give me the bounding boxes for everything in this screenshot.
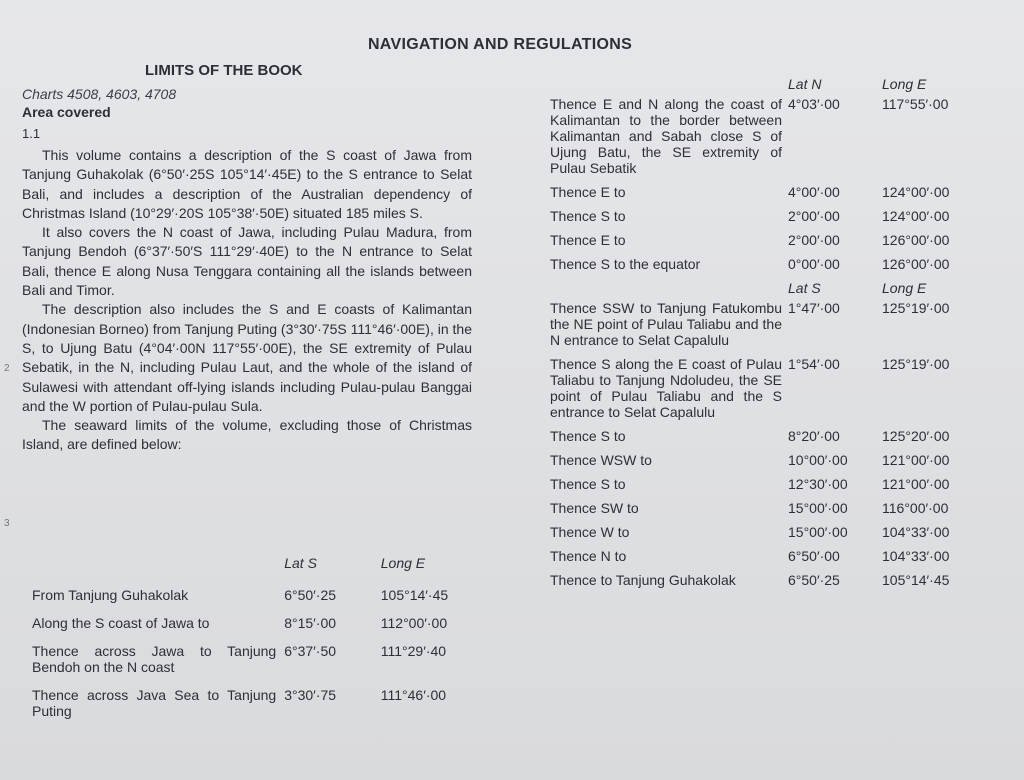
row-long: 124°00′·00 xyxy=(882,184,950,200)
row-lat: 15°00′·00 xyxy=(788,524,848,540)
row-lat: 4°03′·00 xyxy=(788,96,840,112)
paragraph: The seaward limits of the volume, excluding those of Christmas Island, are defined below: xyxy=(22,417,472,453)
header-lat: Lat S xyxy=(788,280,821,296)
row-lat: 2°00′·00 xyxy=(788,208,840,224)
paragraph-number: 1.1 xyxy=(22,126,41,141)
row-long: 125°19′·00 xyxy=(882,300,950,316)
row-long: 121°00′·00 xyxy=(882,452,950,468)
row-description: Thence to Tanjung Guhakolak xyxy=(550,572,736,588)
table-row xyxy=(550,300,970,356)
row-description: Thence S to xyxy=(550,428,626,444)
margin-number: 2 xyxy=(4,363,10,374)
row-lat: 15°00′·00 xyxy=(788,500,848,516)
row-long: 126°00′·00 xyxy=(882,256,950,272)
page-title: NAVIGATION AND REGULATIONS xyxy=(367,36,633,53)
row-long: 111°29′·40 xyxy=(380,643,447,659)
row-lat: 6°50′·00 xyxy=(788,548,840,564)
row-long: 111°46′·00 xyxy=(380,687,447,703)
table-header xyxy=(32,555,472,581)
header-lat: Lat N xyxy=(788,76,822,92)
row-description: From Tanjung Guhakolak xyxy=(32,587,189,603)
row-long: 112°00′·00 xyxy=(380,615,448,631)
row-long: 104°33′·00 xyxy=(882,548,950,564)
table-row xyxy=(550,184,970,208)
area-heading: Area covered xyxy=(22,104,111,120)
row-long: 104°33′·00 xyxy=(882,524,950,540)
row-long: 124°00′·00 xyxy=(882,208,950,224)
row-lat: 12°30′·00 xyxy=(788,476,848,492)
header-blank xyxy=(550,280,788,300)
row-lat: 1°47′·00 xyxy=(788,300,840,316)
table-row xyxy=(32,681,472,725)
row-description: Thence S to xyxy=(550,208,626,224)
table-row xyxy=(550,524,970,548)
row-lat: 0°00′·00 xyxy=(788,256,840,272)
row-description: Thence N to xyxy=(550,548,627,564)
row-lat: 6°37′·50 xyxy=(284,643,337,659)
body-text xyxy=(22,146,472,455)
row-lat: 8°20′·00 xyxy=(788,428,840,444)
row-lat: 2°00′·00 xyxy=(788,232,840,248)
row-description: Thence SW to xyxy=(550,500,639,516)
row-long: 126°00′·00 xyxy=(882,232,950,248)
table-row xyxy=(550,232,970,256)
row-lat: 8°15′·00 xyxy=(284,615,337,631)
header-blank xyxy=(32,555,284,581)
table-row xyxy=(32,581,472,609)
paragraph: This volume contains a description of the S coast of Jawa from Tanjung Guhakolak (6°50′·25S 105°14′·45E) to the S entrance to Selat Bali, and includes a description of the Australian dependency of Christmas Island (10°29′·20S 105°38′·50E) situated 185 miles S. xyxy=(22,147,472,221)
table-row xyxy=(32,609,472,637)
table-row xyxy=(550,208,970,232)
section-title: LIMITS OF THE BOOK xyxy=(145,62,303,79)
table-row xyxy=(550,548,970,572)
table-header xyxy=(550,280,970,300)
row-description: Thence W to xyxy=(550,524,630,540)
row-long: 105°14′·45 xyxy=(882,572,950,588)
row-lat: 3°30′·75 xyxy=(284,687,337,703)
row-description: Thence across Java Sea to Tanjung Puting xyxy=(32,687,277,719)
row-lat: 6°50′·25 xyxy=(284,587,337,603)
table-header xyxy=(550,76,970,96)
row-description: Thence S along the E coast of Pulau Taliabu to Tanjung Ndoludeu, the SE point of Pulau Taliabu and the S entrance to Selat Capalulu xyxy=(550,356,782,420)
row-long: 121°00′·00 xyxy=(882,476,950,492)
row-long: 125°20′·00 xyxy=(882,428,950,444)
limits-table-left xyxy=(32,555,472,725)
row-description: Thence E to xyxy=(550,184,626,200)
table-row xyxy=(550,572,970,596)
row-description: Thence SSW to Tanjung Fatukombu the NE point of Pulau Taliabu and the N entrance to Selat Capalulu xyxy=(550,300,782,348)
limits-table-right xyxy=(550,76,970,596)
margin-number: 3 xyxy=(4,518,10,529)
row-description: Thence across Jawa to Tanjung Bendoh on the N coast xyxy=(32,643,277,675)
row-description: Thence S to the equator xyxy=(550,256,701,272)
paragraph: It also covers the N coast of Jawa, including Pulau Madura, from Tanjung Bendoh (6°37′·50′S 111°29′·40E) to the N entrance to Selat Bali, thence E along Nusa Tenggara containing all the islands between Bali and Timor. xyxy=(22,224,472,299)
row-lat: 1°54′·00 xyxy=(788,356,840,372)
row-long: 105°14′·45 xyxy=(380,587,449,603)
row-description: Thence E to xyxy=(550,232,626,248)
table-row xyxy=(32,637,472,681)
charts-reference: Charts 4508, 4603, 4708 xyxy=(22,86,177,102)
table-row xyxy=(550,428,970,452)
table-row xyxy=(550,500,970,524)
row-description: Thence WSW to xyxy=(550,452,652,468)
header-long: Long E xyxy=(380,555,426,571)
table-row xyxy=(550,452,970,476)
row-long: 116°00′·00 xyxy=(882,500,949,516)
row-description: Thence S to xyxy=(550,476,626,492)
table-row xyxy=(550,96,970,184)
row-description: Thence E and N along the coast of Kalimantan to the border between Kalimantan and Sabah close S of Ujung Batu, the SE extremity of Pulau Sebatik xyxy=(550,96,782,176)
header-lat: Lat S xyxy=(284,555,317,571)
table-row xyxy=(550,356,970,428)
table-row xyxy=(550,476,970,500)
header-blank xyxy=(550,76,788,96)
row-lat: 6°50′·25 xyxy=(788,572,840,588)
row-lat: 4°00′·00 xyxy=(788,184,840,200)
table-row xyxy=(550,256,970,280)
header-long: Long E xyxy=(882,76,927,92)
row-long: 125°19′·00 xyxy=(882,356,950,372)
paragraph: The description also includes the S and E coasts of Kalimantan (Indonesian Borneo) from Tanjung Puting (3°30′·75S 111°46′·00E), in the S, to Ujung Batu (4°04′·00N 117°55′·00E), the SE extremity of Pulau Sebatik, in the N, including Pulau Laut, and the whole of the island of Sulawesi with attendant off-lying islands including Pulau-pulau Banggai and the W portion of Pulau-pulau Sula. xyxy=(22,301,472,414)
header-long: Long E xyxy=(882,280,927,296)
row-lat: 10°00′·00 xyxy=(788,452,848,468)
row-description: Along the S coast of Jawa to xyxy=(32,615,210,631)
row-long: 117°55′·00 xyxy=(882,96,949,112)
